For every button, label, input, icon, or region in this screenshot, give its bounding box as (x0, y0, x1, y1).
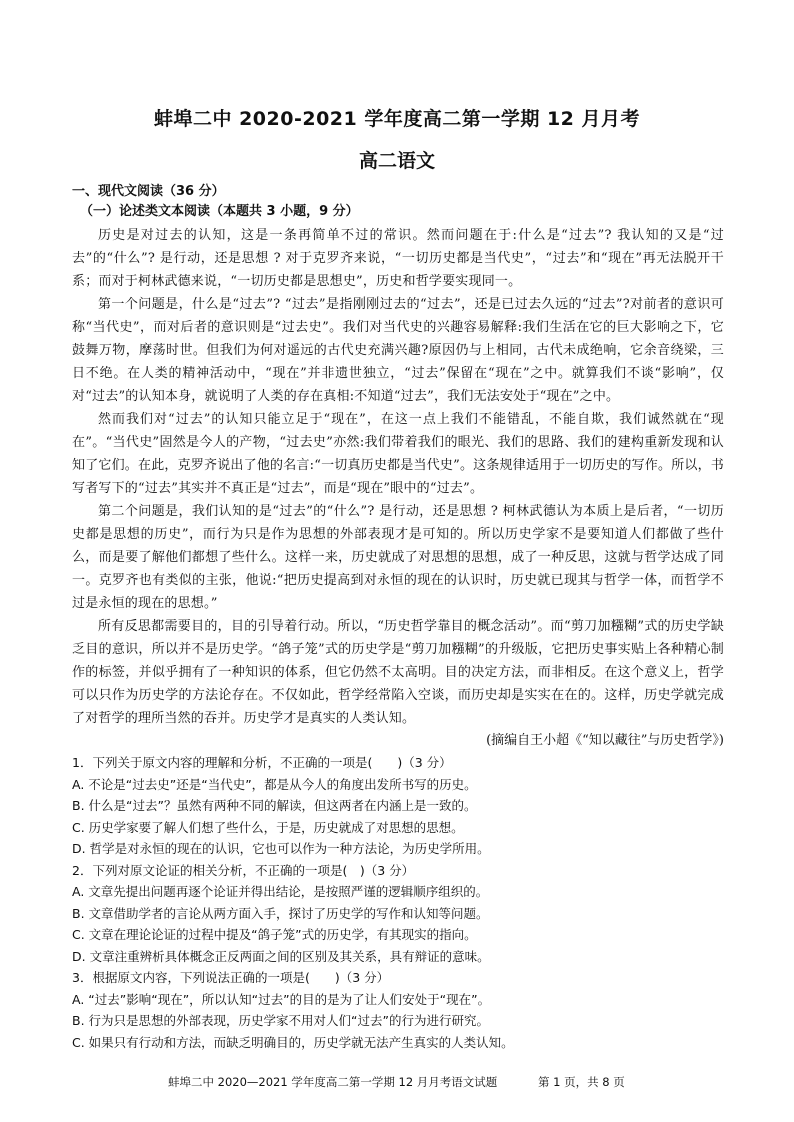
passage-source: (摘编自王小超《“知以藏往”与历史哲学》) (486, 733, 724, 748)
option-d: D. 哲学是对永恒的现在的认识，它也可以作为一种方法论，为历史学所用。 (72, 841, 490, 856)
section-heading: 一、现代文阅读（36 分） (72, 184, 225, 199)
page-subtitle: 高二语文 (358, 150, 435, 172)
option-c: C. 历史学家要了解人们想了些什么，于是，历史就成了对思想的思想。 (72, 819, 464, 835)
passage-paragraph-1: 历史是对过去的认知，这是一条再简单不过的常识。然而问题在于:什么是“过去”? 我认知的又是“过去”的“什么”? 是行动，还是思想 ? 对于克罗齐来说，“一切历史都是当代史”，“过去”和“现在”再无法脱开干系；而对于柯林武德来说，“一切历史都是思想史”，历史和哲学要实现同一。 (72, 228, 724, 289)
footer-exam-name: 蚌埠二中 2020—2021 学年度高二第一学期 12 月月考语文试题 (168, 1075, 498, 1089)
footer-page-number: 第 1 页，共 8 页 (538, 1075, 625, 1089)
option-b: B. 行为只是思想的外部表现，历史学家不用对人们“过去”的行为进行研究。 (72, 1013, 489, 1028)
passage-paragraph-4: 第二个问题是，我们认知的是“过去”的“什么”? 是行动，还是思想 ? 柯林武德认为本质上是后者，“一切历史都是思想的历史”，而行为只是作为思想的外部表现才是可知的。所以历史学家不是要知道人们都做了些什么，而是要了解他们都想了些什么。这样一来，历史就成了对思想的思想，成了一种反思，这就与哲学达成了同一。克罗齐也有类似的主张，他说:“把历史提高到对永恒的现在的认识时，历史就已现其与哲学一体，而哲学不过是永恒的现在的思想。” (72, 504, 724, 611)
option-a: A. “过去”影响“现在”，所以认知“过去”的目的是为了让人们安处于“现在”。 (72, 991, 491, 1007)
passage-paragraph-3: 然而我们对“过去”的认知只能立足于“现在”，在这一点上我们不能错乱，不能自欺，我们诚然就在“现在”。“当代史”固然是今人的产物，“过去史”亦然:我们带着我们的眼光、我们的思路、我们的建构重新发现和认知了它们。在此，克罗齐说出了他的名言:“一切真历史都是当代史”。这条规律适用于一切历史的写作。所以，书写者写下的“过去”其实并不真正是“过去”，而是“现在”眼中的“过去”。 (72, 412, 724, 496)
option-b: B. 什么是“过去”？虽然有两种不同的解读，但这两者在内涵上是一致的。 (72, 798, 477, 813)
passage-paragraph-5: 所有反思都需要目的，目的引导着行动。所以，“历史哲学靠目的概念活动”。而“剪刀加糨糊”式的历史学缺乏目的意识，所以并不是历史学。“鸽子笼”式的历史学是“剪刀加糨糊”的升级版，它把历史事实贴上各种精心制作的标签，并似乎拥有了一种知识的体系，但它仍然不太高明。目的决定方法，而非相反。在这个意义上，哲学可以只作为历史学的方法论存在。不仅如此，哲学经常陷入空谈，而历史却是实实在在的。这样，历史学就完成了对哲学的理所当然的吞并。历史学才是真实的人类认知。 (72, 619, 724, 726)
question-2 (72, 860, 724, 968)
option-d: D. 文章注重辨析具体概念正反两面之间的区别及其关系，具有辩证的意味。 (72, 948, 490, 964)
option-c: C. 文章在理论论证的过程中提及“鸽子笼”式的历史学，有其现实的指向。 (72, 927, 477, 942)
page-title: 蚌埠二中 2020-2021 学年度高二第一学期 12 月月考 (153, 108, 641, 130)
question-3 (72, 967, 724, 1053)
option-a: A. 文章先提出问题再逐个论证并得出结论，是按照严谨的逻辑顺序组织的。 (72, 884, 489, 899)
option-b: B. 文章借助学者的言论从两方面入手，探讨了历史学的写作和认知等问题。 (72, 905, 489, 921)
option-a: A. 不论是“过去史”还是“当代史”，都是从今人的角度出发所书写的历史。 (72, 776, 477, 792)
question-stem: 1．下列关于原文内容的理解和分析，不正确的一项是( )（3 分） (72, 755, 452, 770)
question-1 (72, 752, 724, 860)
question-stem: 2．下列对原文论证的相关分析，不正确的一项是( )（3 分） (72, 862, 415, 878)
question-stem: 3．根据原文内容，下列说法正确的一项是( )（3 分） (72, 970, 390, 985)
option-c: C. 如果只有行动和方法，而缺乏明确目的，历史学就无法产生真实的人类认知。 (72, 1034, 514, 1050)
exam-content (72, 182, 724, 1053)
passage-paragraph-2: 第一个问题是，什么是“过去”? “过去”是指刚刚过去的“过去”，还是已过去久远的“过去”?对前者的意识可称“当代史”，而对后者的意识则是“过去史”。我们对当代史的兴趣容易解释:我们生活在它的巨大影响之下，它鼓舞万物，摩荡时世。但我们为何对遥远的古代史充满兴趣?原因仍与上相同，古代未成绝响，它余音绕梁，三日不绝。在人类的精神活动中，“现在”并非遗世独立，“过去”保留在“现在”之中。就算我们不谈“影响”，仅对“过去”的认知本身，就说明了人类的存在真相:不知道“过去”，我们无法安处于“现在”之中。 (72, 297, 724, 404)
section-subheading: （一）论述类文本阅读（本题共 3 小题，9 分） (80, 204, 359, 219)
